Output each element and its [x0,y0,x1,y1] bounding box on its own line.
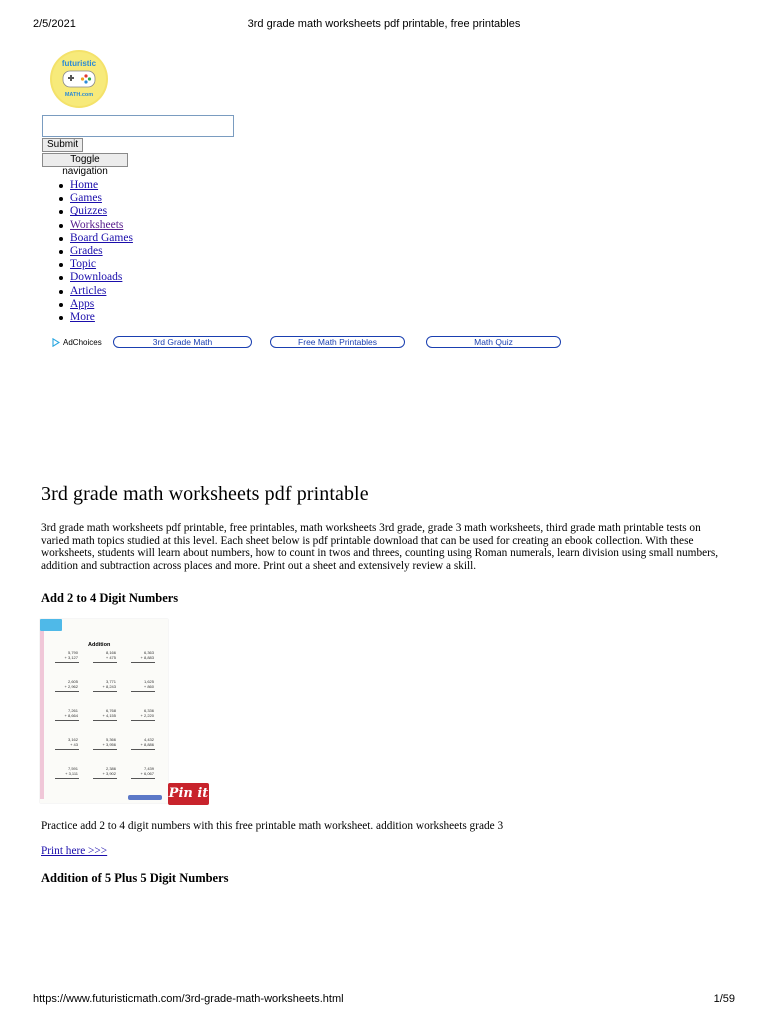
worksheet-answer-line [131,778,155,779]
worksheet-number: 7,591 [67,766,78,771]
nav-item-games [56,192,133,205]
print-here-link[interactable]: Print here >>> [41,845,108,857]
nav-link-worksheets[interactable]: Worksheets [70,218,124,231]
worksheet-answer-line [93,778,117,779]
logo-badge-icon [47,49,111,109]
worksheet-answer-line [55,662,79,663]
worksheet-number: 4,432 [143,737,154,742]
page-title: 3rd grade math worksheets pdf printable [41,483,369,505]
worksheet-number: 6,336 [143,708,154,713]
worksheet-number: 6,363 [143,650,154,655]
toggle-navigation-button[interactable]: Toggle navigation [42,153,128,167]
nav-item-home [56,179,133,192]
nav-item-worksheets [56,219,133,232]
worksheet-answer-line [93,662,117,663]
nav-link-quizzes[interactable]: Quizzes [70,205,108,218]
worksheet-answer-line [131,720,155,721]
worksheet-answer-line [93,749,117,750]
worksheet-number: + 8,883 [140,655,154,660]
worksheet-number: + 860 [143,684,154,689]
worksheet-number: + 475 [105,655,116,660]
nav-item-articles [56,285,133,298]
ad-link-3rd-grade-math[interactable]: 3rd Grade Math [113,336,252,348]
worksheet-answer-line [55,691,79,692]
worksheet-number: 6,768 [105,708,116,713]
worksheet-number: + 8,243 [102,684,116,689]
adchoices-icon [52,338,60,347]
worksheet-answer-line [131,691,155,692]
print-url: https://www.futuristicmath.com/3rd-grade-math-worksheets.html [33,993,344,1005]
worksheet-answer-line [55,749,79,750]
worksheet-thumbnail[interactable] [40,619,168,803]
logo-text-bottom: MATH.com [64,92,94,98]
worksheet-answer-line [131,749,155,750]
worksheet-number: 1,625 [143,679,154,684]
nav-item-downloads [56,271,133,284]
worksheet-answer-line [55,720,79,721]
nav-link-more[interactable]: More [70,310,95,323]
worksheet-number: + 2,220 [140,713,154,718]
nav-link-home[interactable]: Home [70,179,99,191]
worksheet-side-stripe [40,631,44,799]
worksheet-footer-badge [128,795,162,800]
nav-item-more [56,311,133,324]
worksheet-number: 3,162 [67,737,78,742]
intro-paragraph: 3rd grade math worksheets pdf printable, free printables, math worksheets 3rd grade, grade 3 math worksheets, third grade math printable tests on varied math topics studied at this level. Each sheet below is pdf printable download that can be used for creating an ebook collection. With these worksheets, students will learn about numbers, how to count in twos and threes, counting using Roman numerals, learn division using small numbers, addition and subtraction across places and more. Print out a sheet and extensively review a skill. [41,522,719,572]
nav-link-grades[interactable]: Grades [70,244,103,257]
section-heading-5-plus-5: Addition of 5 Plus 5 Digit Numbers [41,871,229,885]
logo-text-top: futuristic [61,59,97,68]
print-date: 2/5/2021 [33,18,76,30]
worksheet-answer-line [93,691,117,692]
ad-link-free-math-printables[interactable]: Free Math Printables [270,336,405,348]
site-logo[interactable] [47,49,111,109]
worksheet-number: 2,605 [67,679,78,684]
worksheet-number: 8,166 [105,650,116,655]
worksheet-row [48,767,164,789]
submit-button[interactable]: Submit [42,138,83,152]
worksheet-number: 5,790 [67,650,78,655]
nav-link-downloads[interactable]: Downloads [70,271,123,284]
worksheet-number: + 2,962 [64,684,78,689]
nav-link-board-games[interactable]: Board Games [70,231,133,244]
print-title: 3rd grade math worksheets pdf printable, free printables [247,18,521,30]
nav-link-topic[interactable]: Topic [70,258,97,271]
worksheet-number: + 43 [70,742,78,747]
nav-item-board-games [56,232,133,245]
worksheet-number: + 6,067 [140,771,154,776]
worksheet-answer-line [93,720,117,721]
pinit-button[interactable]: Pin it [168,783,209,805]
worksheet-number: + 4,155 [102,713,116,718]
worksheet-logo-badge [40,619,62,631]
nav-link-articles[interactable]: Articles [70,284,107,297]
worksheet-title: Addition [88,642,111,648]
worksheet-answer-line [55,778,79,779]
nav-link-games[interactable]: Games [70,192,102,205]
worksheet-number: + 3,111 [65,771,78,776]
worksheet-row [48,680,164,702]
worksheet-answer-line [131,662,155,663]
worksheet-row [48,738,164,760]
adchoices-label: AdChoices [63,338,102,347]
print-page-number: 1/59 [713,993,735,1005]
nav-item-quizzes [56,205,133,218]
worksheet-row [48,709,164,731]
nav-item-apps [56,298,133,311]
worksheet-number: + 8,664 [64,713,78,718]
worksheet-number: 7,261 [67,708,78,713]
worksheet-number: 7,439 [143,766,154,771]
worksheet-number: + 8,886 [140,742,154,747]
search-input[interactable] [42,115,234,137]
nav-item-grades [56,245,133,258]
main-nav [56,179,133,324]
ad-link-math-quiz[interactable]: Math Quiz [426,336,561,348]
worksheet-number: 2,386 [105,766,116,771]
worksheet-number: 3,771 [105,679,116,684]
practice-description: Practice add 2 to 4 digit numbers with this free printable math worksheet. addition worksheets grade 3 [41,820,504,832]
adchoices[interactable] [52,338,102,347]
worksheet-row [48,651,164,673]
worksheet-number: 5,366 [105,737,116,742]
worksheet-number: + 3,902 [102,771,116,776]
nav-item-topic [56,258,133,271]
worksheet-number: + 3,127 [64,655,78,660]
worksheet-number: + 3,956 [102,742,116,747]
section-heading-add-2-to-4: Add 2 to 4 Digit Numbers [41,591,179,605]
nav-link-apps[interactable]: Apps [70,297,95,310]
